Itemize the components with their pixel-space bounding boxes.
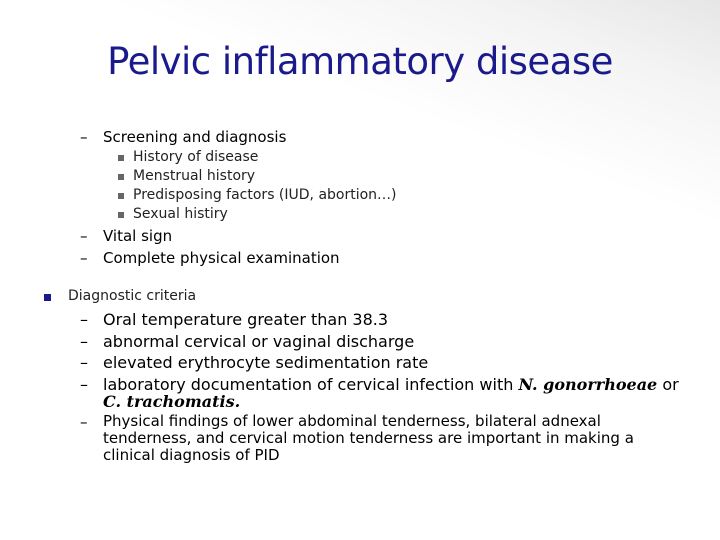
screening-item: Sexual histiry bbox=[133, 206, 228, 222]
dash-bullet: – bbox=[80, 413, 88, 431]
slide-title: Pelvic inflammatory disease bbox=[107, 40, 613, 83]
square-bullet-icon bbox=[118, 193, 124, 199]
criterion-item: Oral temperature greater than 38.3 bbox=[103, 310, 389, 329]
dash-bullet: – bbox=[80, 227, 88, 245]
physical-findings-text: Physical findings of lower abdominal tenderness, bilateral adnexal tenderness, and cervical motion tenderness are important in making a clinical diagnosis of PID bbox=[103, 412, 634, 464]
lab-prefix: laboratory documentation of cervical infection with bbox=[103, 375, 519, 394]
dash-bullet: – bbox=[80, 375, 88, 394]
square-bullet-icon bbox=[118, 212, 124, 218]
vital-sign-label: Vital sign bbox=[103, 227, 173, 245]
physical-exam-label: Complete physical examination bbox=[103, 249, 340, 267]
criterion-item: elevated erythrocyte sedimentation rate bbox=[103, 353, 429, 372]
organism-gonorrhoeae: N. gonorrhoeae bbox=[518, 375, 658, 394]
dash-bullet: – bbox=[80, 310, 88, 329]
screening-item: History of disease bbox=[133, 149, 259, 165]
criterion-item: abnormal cervical or vaginal discharge bbox=[103, 332, 415, 351]
dash-bullet: – bbox=[80, 249, 88, 267]
screening-item: Menstrual history bbox=[133, 168, 256, 184]
dash-bullet: – bbox=[80, 332, 88, 351]
square-bullet-icon bbox=[118, 155, 124, 161]
screening-item: Predisposing factors (IUD, abortion…) bbox=[133, 187, 397, 203]
organism-trachomatis: C. trachomatis. bbox=[103, 392, 241, 411]
dash-bullet: – bbox=[80, 128, 88, 146]
square-bullet-icon bbox=[44, 294, 51, 301]
lab-or: or bbox=[657, 375, 679, 394]
diagnostic-criteria-label: Diagnostic criteria bbox=[68, 288, 197, 304]
square-bullet-icon bbox=[118, 174, 124, 180]
dash-bullet: – bbox=[80, 353, 88, 372]
screening-label: Screening and diagnosis bbox=[103, 128, 287, 146]
